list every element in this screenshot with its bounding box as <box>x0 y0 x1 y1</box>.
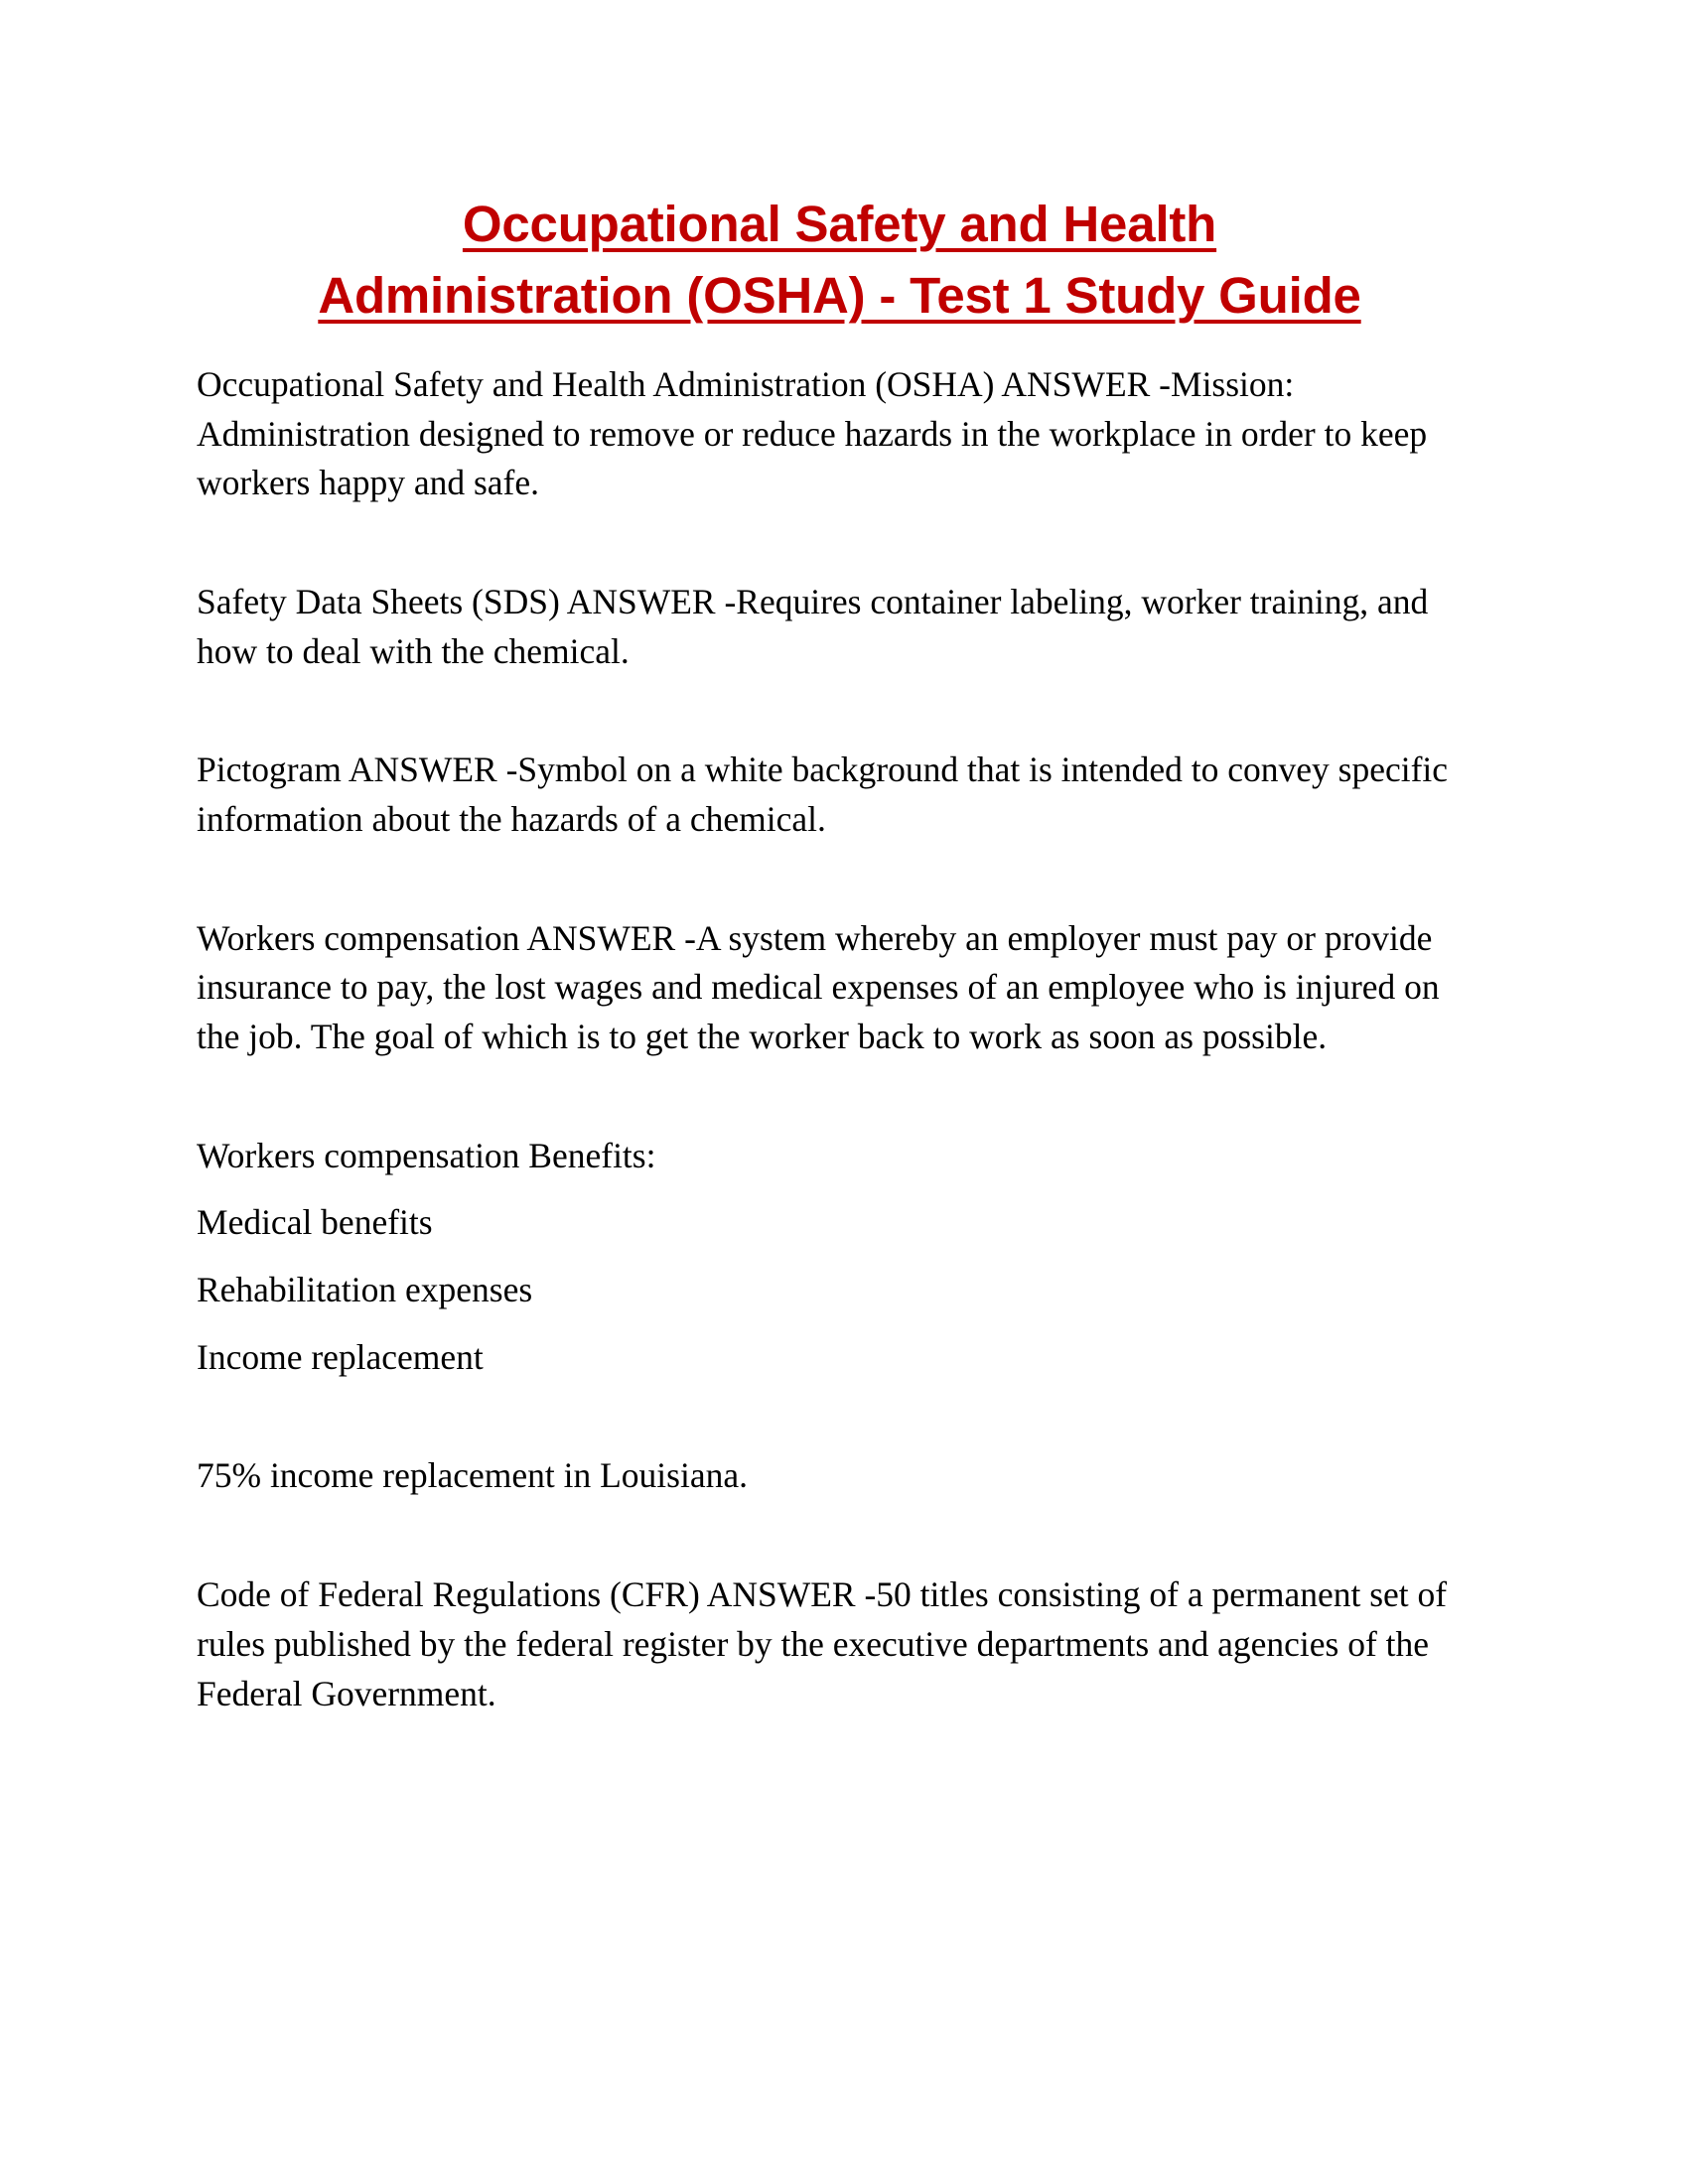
page-title-line-1: Occupational Safety and Health <box>462 196 1217 252</box>
spacer <box>197 845 1482 914</box>
list-item: Rehabilitation expenses <box>197 1270 533 1310</box>
spacer <box>197 676 1482 746</box>
page-title-line-2: Administration (OSHA) - Test 1 Study Guide <box>318 267 1361 325</box>
spacer <box>197 508 1482 578</box>
list-item: Medical benefits <box>197 1202 433 1243</box>
qa-entry-sds: Safety Data Sheets (SDS) ANSWER -Requires container labeling, worker training, and how to deal with the chemical. <box>197 581 1429 671</box>
spacer <box>197 1501 1482 1570</box>
spacer <box>197 1062 1482 1132</box>
qa-entry-pictogram: Pictogram ANSWER -Symbol on a white background that is intended to convey specific information about the hazards of a chemical. <box>197 750 1449 839</box>
benefits-heading: Workers compensation Benefits: <box>197 1135 656 1175</box>
page-title <box>197 189 1482 333</box>
spacer <box>197 1180 1482 1198</box>
spacer <box>197 1248 1482 1266</box>
qa-entry-workers-compensation: Workers compensation ANSWER -A system whereby an employer must pay or provide insurance to pay, the lost wages and medical expenses of an employee who is injured on the job. The goal of which is to get the worker back to work as soon as possible. <box>197 917 1440 1056</box>
spacer <box>197 1382 1482 1451</box>
spacer <box>197 1315 1482 1333</box>
qa-entry-cfr: Code of Federal Regulations (CFR) ANSWER -50 titles consisting of a permanent set of rules published by the federal register by the executive departments and agencies of the Federal Government. <box>197 1574 1448 1713</box>
list-item: Income replacement <box>197 1336 484 1377</box>
qa-entry-osha: Occupational Safety and Health Administration (OSHA) ANSWER -Mission: Administration designed to remove or reduce hazards in the workplace in order to keep workers happy and safe. <box>197 363 1428 503</box>
income-replacement-note: 75% income replacement in Louisiana. <box>197 1455 748 1496</box>
spacer <box>197 342 1482 360</box>
document-content <box>197 189 1482 1718</box>
